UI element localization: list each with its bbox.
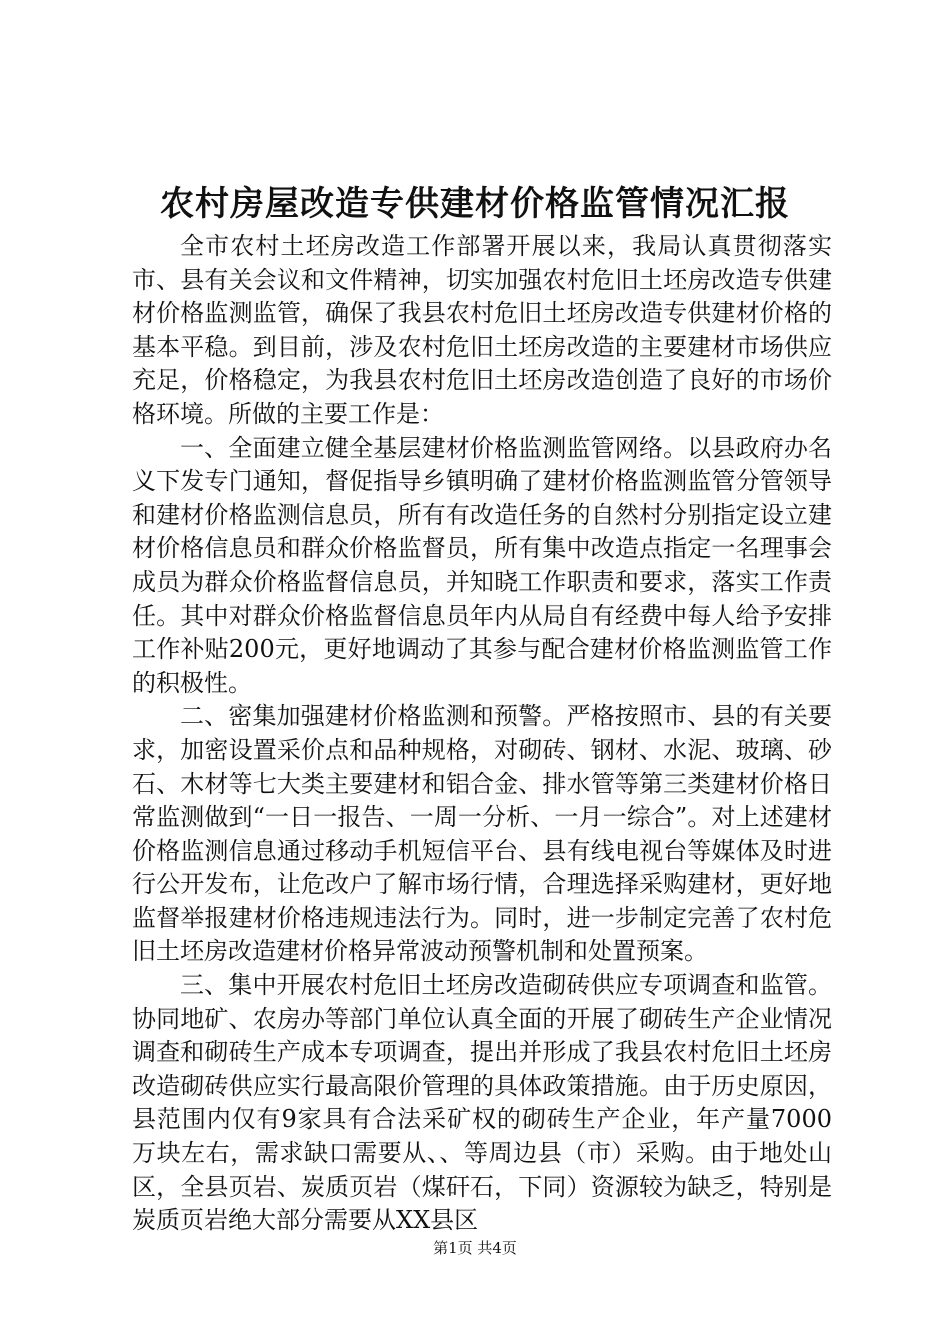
- page-title: 农村房屋改造专供建材价格监管情况汇报: [160, 184, 790, 224]
- paragraph-section-3: 三、集中开展农村危旧土坯房改造砌砖供应专项调查和监管。协同地矿、农房办等部门单位认真全面的开展了砌砖生产企业情况调查和砌砖生产成本专项调查，提出并形成了我县农村危旧土坯房改造砌砖供应实行最高限价管理的具体政策措施。由于历史原因，县范围内仅有9家具有合法采矿权的砌砖生产企业，年产量7000万块左右，需求缺口需要从、、等周边县（市）采购。由于地处山区，全县页岩、炭质页岩（煤矸石，下同）资源较为缺乏，特别是炭质页岩绝大部分需要从XX县区: [132, 971, 832, 1235]
- paragraph-section-1: 一、全面建立健全基层建材价格监测监管网络。以县政府办名义下发专门通知，督促指导乡镇明确了建材价格监测监管分管领导和建材价格监测信息员，所有有改造任务的自然村分别指定设立建材价格信息员和群众价格监督员，所有集中改造点指定一名理事会成员为群众价格监督信息员，并知晓工作职责和要求，落实工作责任。其中对群众价格监督信息员年内从局自有经费中每人给予安排工作补贴200元，更好地调动了其参与配合建材价格监测监管工作的积极性。: [132, 433, 832, 697]
- document-body: [132, 230, 832, 1238]
- page-number: 第1页 共4页: [433, 1239, 517, 1257]
- paragraph-section-2: 二、密集加强建材价格监测和预警。严格按照市、县的有关要求，加密设置采价点和品种规格，对砌砖、钢材、水泥、玻璃、砂石、木材等七大类主要建材和铝合金、排水管等第三类建材价格日常监测做到“一日一报告、一周一分析、一月一综合”。对上述建材价格监测信息通过移动手机短信平台、县有线电视台等媒体及时进行公开发布，让危改户了解市场行情，合理选择采购建材，更好地监督举报建材价格违规违法行为。同时，进一步制定完善了农村危旧土坯房改造建材价格异常波动预警机制和处置预案。: [132, 702, 832, 966]
- paragraph-intro: 全市农村土坯房改造工作部署开展以来，我局认真贯彻落实市、县有关会议和文件精神，切实加强农村危旧土坯房改造专供建材价格监测监管，确保了我县农村危旧土坯房改造专供建材价格的基本平稳。到目前，涉及农村危旧土坯房改造的主要建材市场供应充足，价格稳定，为我县农村危旧土坯房改造创造了良好的市场价格环境。所做的主要工作是：: [132, 232, 832, 428]
